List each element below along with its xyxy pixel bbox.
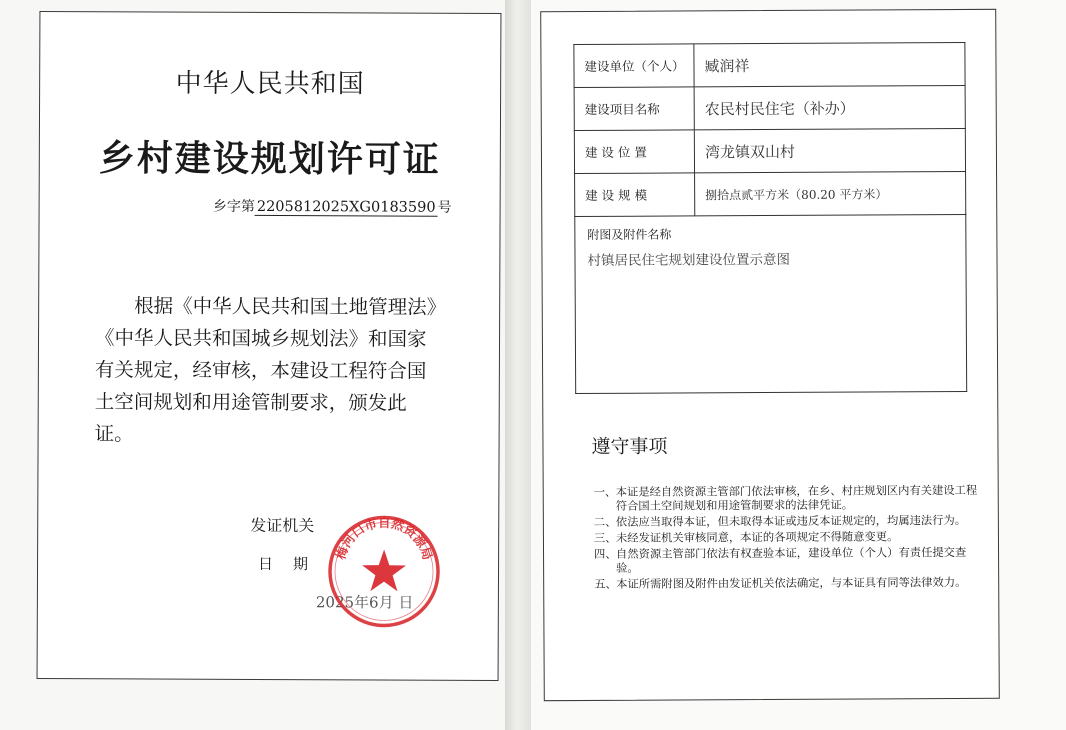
statement-paragraph: 根据《中华人民共和国土地管理法》《中华人民共和国城乡规划法》和国家有关规定，经审核，本建设工程符合国土空间规划和用途管制要求，颁发此证。 (94, 294, 437, 446)
rule-text: 自然资源主管部门依法有权查验本证，建设单位（个人）有责任提交查验。 (616, 545, 967, 575)
rule-number: 五、 (594, 577, 617, 591)
official-seal-icon (326, 513, 443, 630)
certificate-title: 乡村建设规划许可证 (98, 138, 441, 181)
rule-number: 二、 (593, 515, 617, 529)
row-label-project-name: 建设项目名称 (574, 87, 694, 131)
rule-text: 未经发证机关审核同意，本证的各项规定不得随意变更。 (615, 530, 899, 545)
row-label-location: 建 设 位 置 (574, 130, 694, 174)
row-value-scale: 捌拾点贰平方米（80.20 平方米） (695, 171, 966, 215)
row-value-project-name: 农民村民住宅（补办） (694, 85, 965, 129)
issue-date: 2025年6月 日 (315, 593, 414, 612)
table-row (574, 85, 965, 130)
list-item (594, 484, 984, 514)
row-label-builder: 建设单位（个人） (574, 44, 694, 88)
number-value: 2205812025XG0183590 (255, 199, 438, 217)
rule-text: 本证是经自然资源主管部门依法审核，在乡、村庄规划区内有关建设工程符合国土空间规划和用途管制要求的法律凭证。 (615, 483, 978, 513)
list-item (594, 546, 984, 576)
rules-title: 遵守事项 (591, 435, 668, 458)
list-item (594, 576, 984, 592)
table-row (575, 171, 966, 216)
issuer-label: 发证机关 (250, 515, 315, 536)
table-row (574, 42, 965, 87)
certificate-details-page (540, 9, 1000, 701)
number-prefix: 乡字第 (212, 198, 255, 215)
rule-text: 本证所需附图及附件由发证机关依法确定，与本证具有同等法律效力。 (616, 575, 967, 591)
rule-number: 四、 (594, 547, 617, 561)
row-value-builder: 臧润祥 (694, 42, 965, 86)
table-row (574, 128, 965, 173)
number-suffix: 号 (437, 199, 452, 216)
seal-text: 梅河口市自然资源局 (332, 514, 436, 562)
list-item (594, 530, 984, 546)
certificate-statement (95, 290, 446, 452)
book-spine (505, 0, 531, 730)
rule-text: 依法应当取得本证，但未取得本证或违反本证规定的，均属违法行为。 (615, 513, 967, 529)
list-item (594, 514, 984, 530)
rule-number: 三、 (593, 531, 617, 545)
rule-number: 一、 (593, 485, 617, 499)
attachments-value: 村镇居民住宅规划建设位置示意图 (587, 251, 791, 269)
project-info-table (573, 42, 966, 217)
certificate-front-page (37, 11, 502, 681)
certificate-number (213, 196, 452, 217)
date-label: 日期 (258, 554, 329, 574)
row-label-scale: 建 设 规 模 (575, 173, 695, 217)
attachments-box (574, 214, 967, 394)
attachments-title: 附图及附件名称 (587, 227, 672, 242)
country-heading: 中华人民共和国 (175, 68, 365, 100)
row-value-location: 湾龙镇双山村 (694, 128, 965, 172)
rules-list (594, 484, 985, 594)
